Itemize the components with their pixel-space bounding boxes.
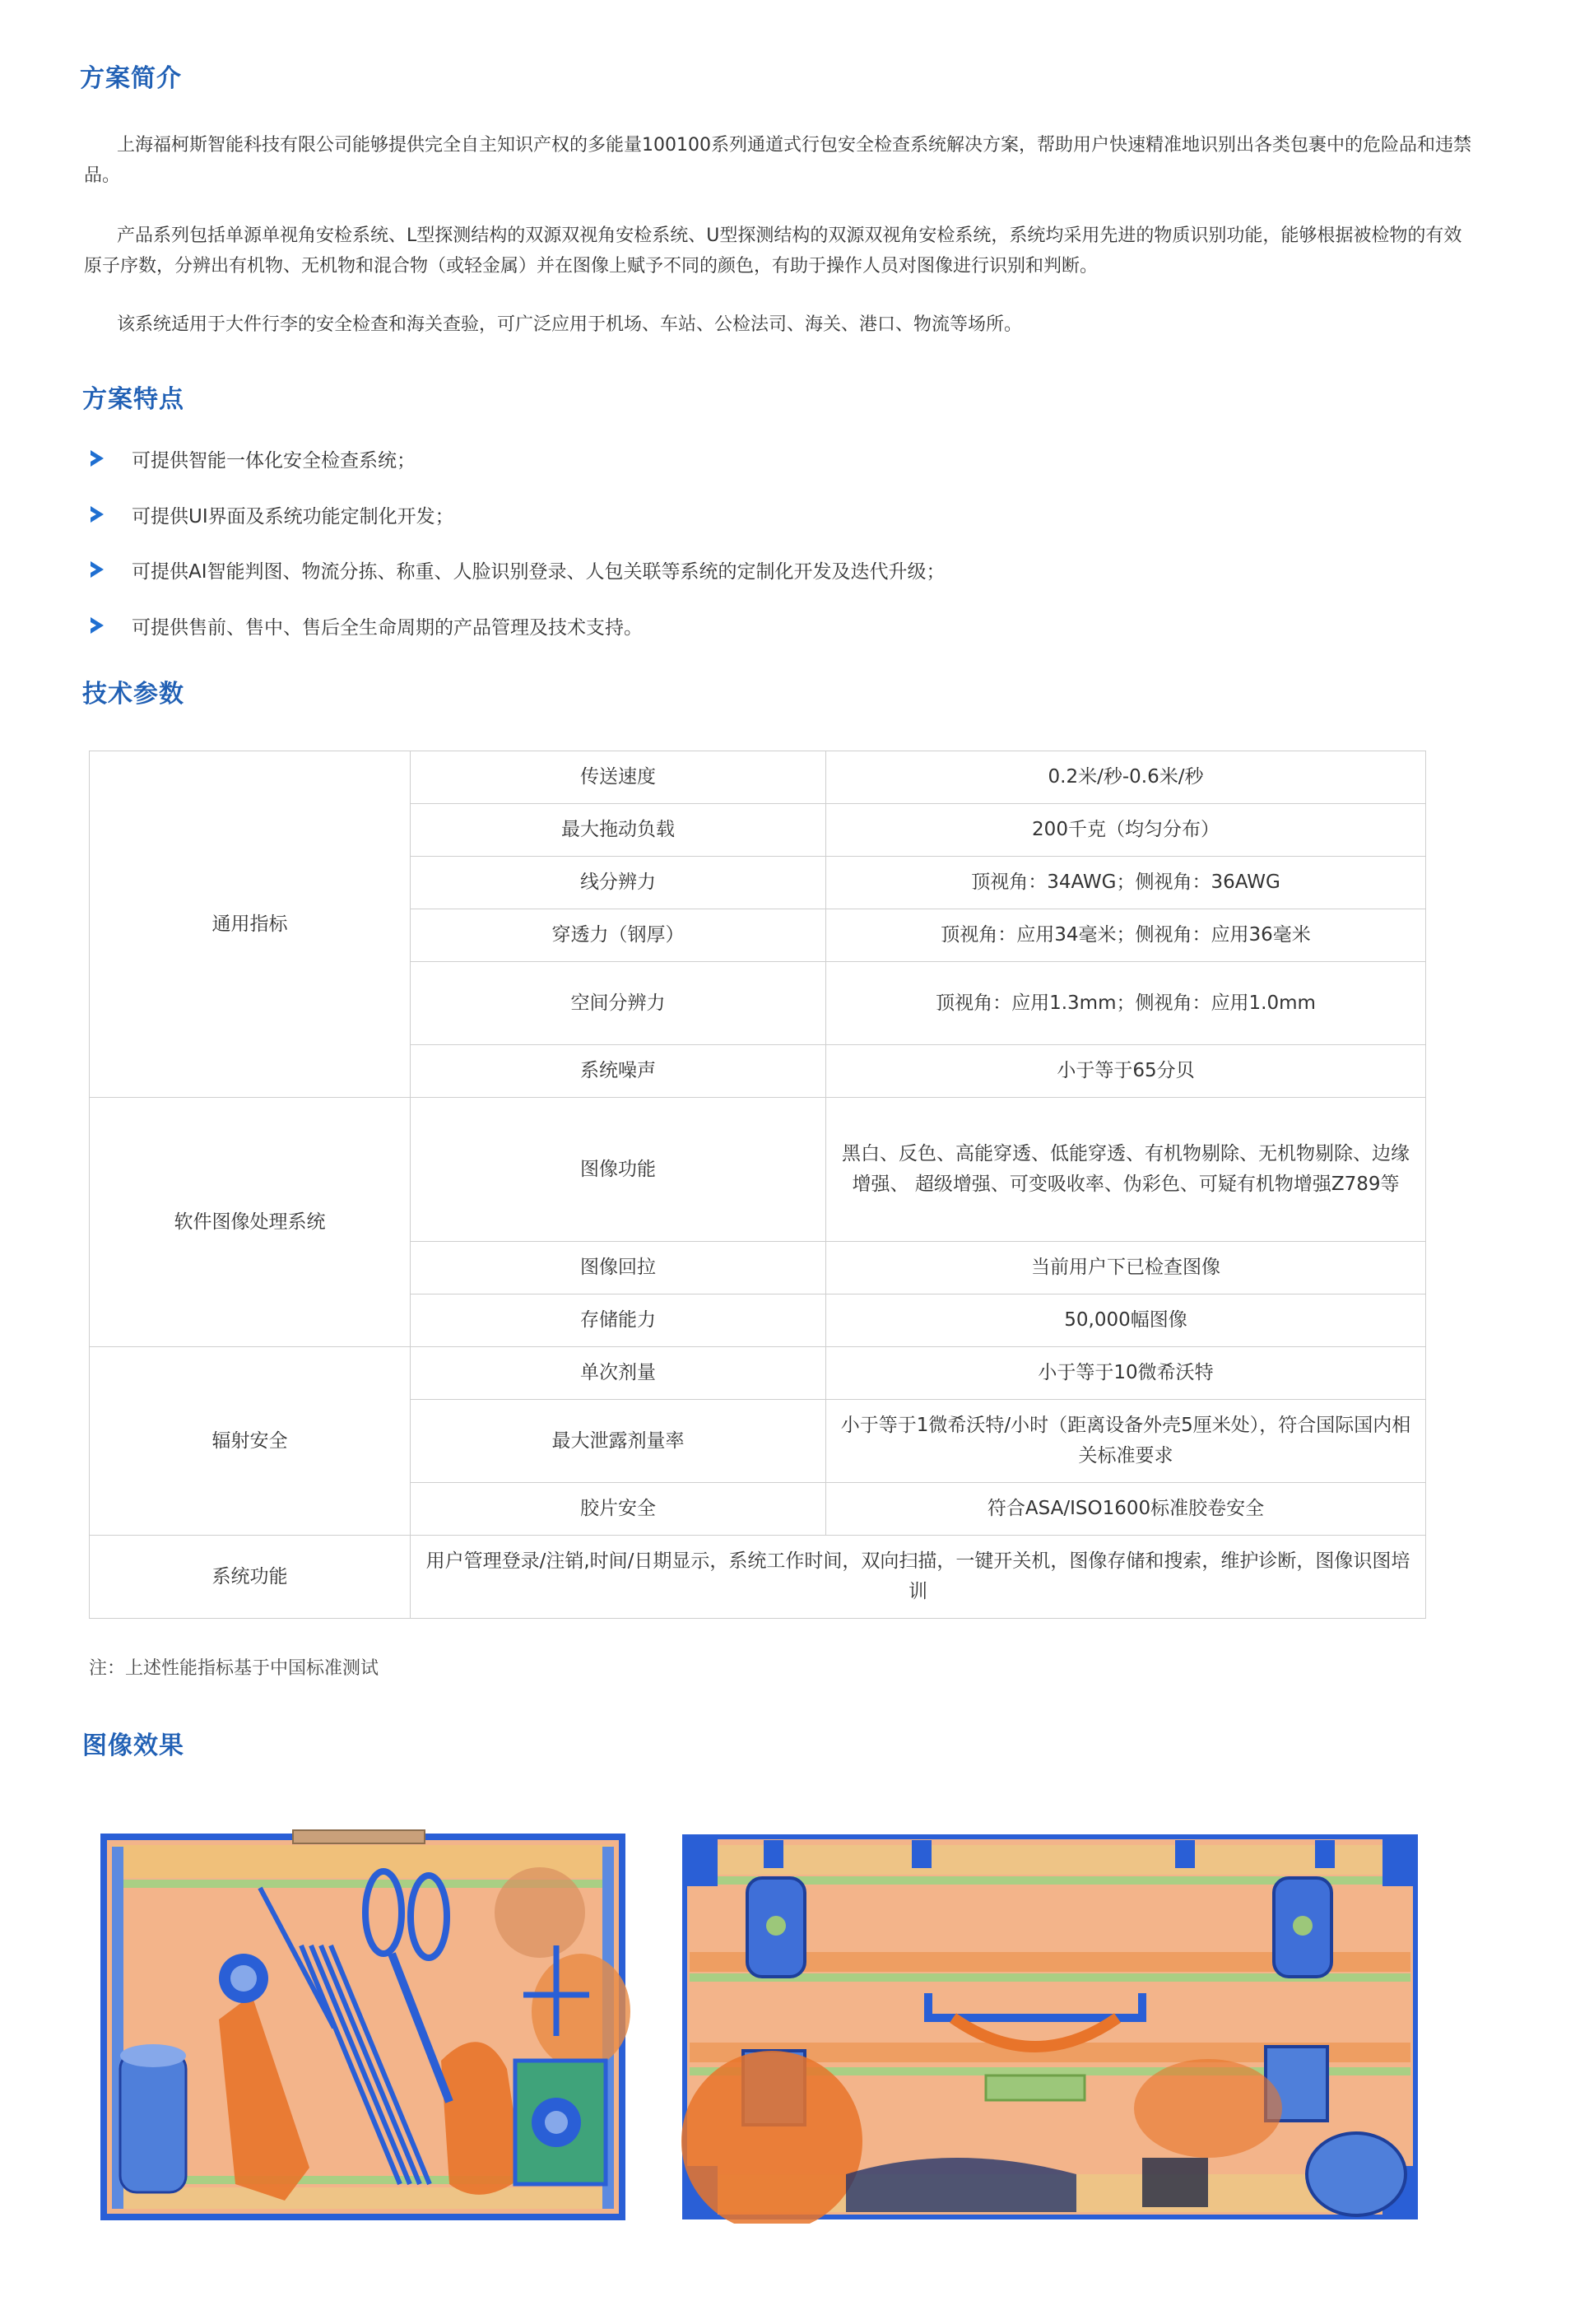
intro-paragraph-1: 上海福柯斯智能科技有限公司能够提供完全自主知识产权的多能量100100系列通道式行包安全检查系统解决方案，帮助用户快速精准地识别出各类包裹中的危险品和违禁品。 — [84, 135, 1471, 186]
intro-paragraph-2: 产品系列包括单源单视角安检系统、L型探测结构的双源双视角安检系统、U型探测结构的双源双视角安检系统，系统均采用先进的物质识别功能，能够根据被检物的有效原子序数，分辨出有机物、无机物和混合物（或轻金属）并在图像上赋予不同的颜色，有助于操作人员对图像进行识别和判断。 — [84, 225, 1462, 277]
param-cell: 系统噪声 — [411, 1045, 826, 1098]
param-cell: 图像回拉 — [411, 1242, 826, 1294]
param-cell: 存储能力 — [411, 1294, 826, 1347]
arrow-right-icon — [91, 450, 104, 467]
feature-item — [91, 498, 454, 531]
intro-paragraph-3: 该系统适用于大件行李的安全检查和海关查验，可广泛应用于机场、车站、公检法司、海关、港口、物流等场所。 — [117, 314, 1023, 335]
spec-note: 注：上述性能指标基于中国标准测试 — [89, 1658, 379, 1679]
param-cell: 图像功能 — [411, 1098, 826, 1242]
param-cell: 穿透力（钢厚） — [411, 909, 826, 962]
xray-image-bag-contents — [95, 1822, 630, 2225]
param-cell: 传送速度 — [411, 751, 826, 804]
specs-heading: 技术参数 — [82, 680, 184, 709]
features-heading: 方案特点 — [82, 385, 184, 414]
param-cell: 最大泄露剂量率 — [411, 1400, 826, 1483]
intro-heading: 方案简介 — [80, 64, 182, 93]
param-cell: 线分辨力 — [411, 857, 826, 909]
value-cell: 顶视角：应用34毫米；侧视角：应用36毫米 — [826, 909, 1426, 962]
value-cell: 50,000幅图像 — [826, 1294, 1426, 1347]
feature-text: 可提供智能一体化安全检查系统； — [132, 449, 416, 472]
group-software: 软件图像处理系统 — [90, 1098, 411, 1347]
value-cell: 黑白、反色、高能穿透、低能穿透、有机物剔除、无机物剔除、边缘增强、 超级增强、可变吸收率、伪彩色、可疑有机物增强Z789等 — [826, 1098, 1426, 1242]
feature-item — [91, 609, 643, 642]
table-row — [90, 1347, 1426, 1400]
system-value-cell: 用户管理登录/注销,时间/日期显示，系统工作时间，双向扫描，一键开关机，图像存储和搜索，维护诊断，图像识图培训 — [411, 1536, 1426, 1619]
group-radiation: 辐射安全 — [90, 1347, 411, 1536]
table-row — [90, 751, 1426, 804]
param-cell: 最大拖动负载 — [411, 804, 826, 857]
value-cell: 顶视角：34AWG；侧视角：36AWG — [826, 857, 1426, 909]
feature-item — [91, 442, 416, 475]
arrow-right-icon — [91, 506, 104, 523]
value-cell: 顶视角：应用1.3mm；侧视角：应用1.0mm — [826, 962, 1426, 1045]
arrow-right-icon — [91, 561, 104, 578]
feature-text: 可提供AI智能判图、物流分拣、称重、人脸识别登录、人包关联等系统的定制化开发及迭代升级； — [132, 560, 946, 583]
arrow-right-icon — [91, 617, 104, 634]
param-cell: 胶片安全 — [411, 1483, 826, 1536]
table-row — [90, 1098, 1426, 1242]
value-cell: 200千克（均匀分布） — [826, 804, 1426, 857]
value-cell: 小于等于65分贝 — [826, 1045, 1426, 1098]
images-heading: 图像效果 — [82, 1731, 184, 1760]
param-cell: 单次剂量 — [411, 1347, 826, 1400]
value-cell: 当前用户下已检查图像 — [826, 1242, 1426, 1294]
feature-text: 可提供UI界面及系统功能定制化开发； — [132, 505, 454, 528]
value-cell: 小于等于10微希沃特 — [826, 1347, 1426, 1400]
feature-text: 可提供售前、售中、售后全生命周期的产品管理及技术支持。 — [132, 616, 643, 639]
value-cell: 0.2米/秒-0.6米/秒 — [826, 751, 1426, 804]
table-row — [90, 1536, 1426, 1619]
xray-image-suitcase — [681, 1829, 1419, 2224]
value-cell: 小于等于1微希沃特/小时（距离设备外壳5厘米处），符合国际国内相关标准要求 — [826, 1400, 1426, 1483]
spec-table — [89, 751, 1426, 1619]
value-cell: 符合ASA/ISO1600标准胶卷安全 — [826, 1483, 1426, 1536]
group-general: 通用指标 — [90, 751, 411, 1098]
param-cell: 空间分辨力 — [411, 962, 826, 1045]
group-system: 系统功能 — [90, 1536, 411, 1619]
feature-item — [91, 553, 946, 586]
